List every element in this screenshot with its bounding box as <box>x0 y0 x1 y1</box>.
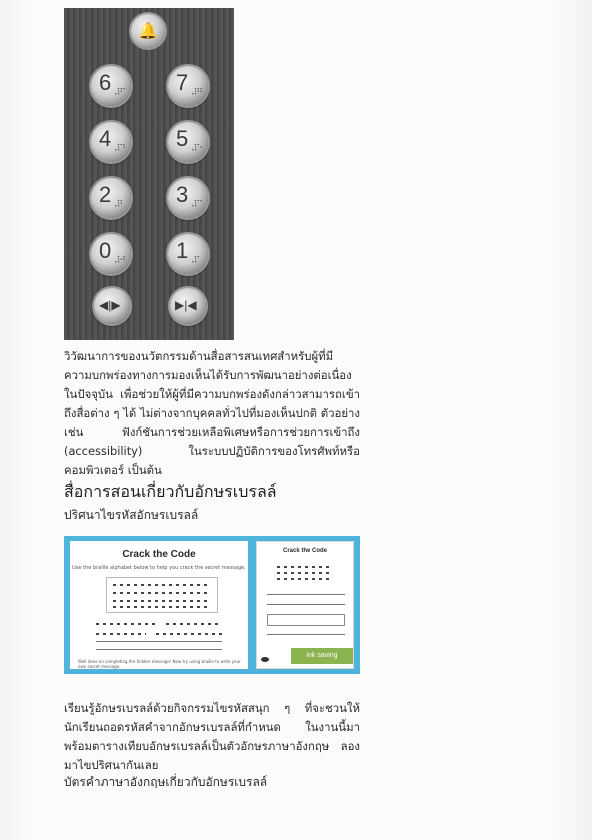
button-number: 6 <box>99 70 112 95</box>
door-close-button <box>170 288 206 324</box>
subheading-english-flashcards: บัตรคำภาษาอังกฤษเกี่ยวกับอักษรเบรลล์ <box>64 775 268 789</box>
braille-dots: ⠼⠛ <box>190 88 202 98</box>
worksheet-small-title: Crack the Code <box>282 548 327 554</box>
activity-paragraph: เรียนรู้อักษรเบรลล์ด้วยกิจกรรมไขรหัสสนุก ๆ ที่จะชวนให้นักเรียนถอดรหัสคำจากอักษรเบรลล์ที่กำหนด ในงานนี้มาพร้อมตารางเทียบอักษรเบรลล์เป็นตัวอักษรภาษาอังกฤษ ลองมาไขปริศนากันเลย <box>64 701 360 772</box>
braille-dots: ⠼⠉ <box>190 200 202 210</box>
worksheet-footer: Well done on completing the hidden message! Now try using braille to write your own secret message. <box>78 659 241 669</box>
elevator-button <box>168 66 208 106</box>
button-number: 1 <box>176 238 189 263</box>
button-number: 0 <box>99 238 112 263</box>
braille-dots: ⠼⠁ <box>190 256 202 266</box>
elevator-button <box>91 122 131 162</box>
braille-alphabet-box <box>106 577 218 613</box>
worksheet-title: Crack the Code <box>122 549 196 560</box>
elevator-button <box>91 178 131 218</box>
elevator-button <box>91 234 131 274</box>
worksheet-page-large <box>70 541 248 669</box>
button-number: 5 <box>176 126 189 151</box>
elevator-button <box>91 66 131 106</box>
braille-dots: ⠼⠑ <box>190 144 202 154</box>
button-number: 7 <box>176 70 189 95</box>
door-open-icon: ◀|▶ <box>99 298 121 312</box>
door-close-icon: ▶|◀ <box>175 298 197 312</box>
elevator-button <box>168 178 208 218</box>
button-number: 3 <box>176 182 189 207</box>
bell-icon: 🔔 <box>131 14 165 48</box>
button-number: 2 <box>99 182 112 207</box>
crack-the-code-worksheet-image <box>64 536 360 674</box>
worksheet-page-small <box>256 541 354 669</box>
elevator-braille-photo <box>64 8 234 340</box>
braille-dots: ⠼⠙ <box>113 144 125 154</box>
door-open-button <box>94 288 130 324</box>
subheading-braille-puzzle: ปริศนาไขรหัสอักษรเบรลล์ <box>64 508 199 522</box>
section-heading: สื่อการสอนเกี่ยวกับอักษรเบรลล์ <box>64 482 277 501</box>
intro-paragraph: วิวัฒนาการของนวัตกรรมด้านสื่อสารสนเทศสำหรับผู้ที่มีความบกพร่องทางการมองเห็นได้รับการพัฒนาอย่างต่อเนื่องในปัจจุบัน เพื่อช่วยให้ผู้ที่มีความบกพร่องดังกล่าวสามารถเข้าถึงสื่อต่าง ๆ ได้ ไม่ต่างจากบุคคลทั่วไปที่มองเห็นปกติ ตัวอย่างเช่น ฟังก์ชันการช่วยเหลือพิเศษหรือการช่วยการเข้าถึง (accessibility) ในระบบปฏิบัติการของโทรศัพท์หรือคอมพิวเตอร์ เป็นต้น <box>64 349 360 477</box>
worksheet-subtitle: Use the braille alphabet below to help you crack the secret message. <box>72 565 246 571</box>
elevator-button <box>168 122 208 162</box>
braille-dots: ⠼⠃ <box>113 200 125 210</box>
button-number: 4 <box>99 126 112 151</box>
logo-icon <box>261 657 269 662</box>
braille-dots: ⠼⠚ <box>113 256 125 266</box>
elevator-button <box>168 234 208 274</box>
braille-dots: ⠼⠋ <box>113 88 125 98</box>
ink-saving-badge: ink saving <box>291 648 353 664</box>
